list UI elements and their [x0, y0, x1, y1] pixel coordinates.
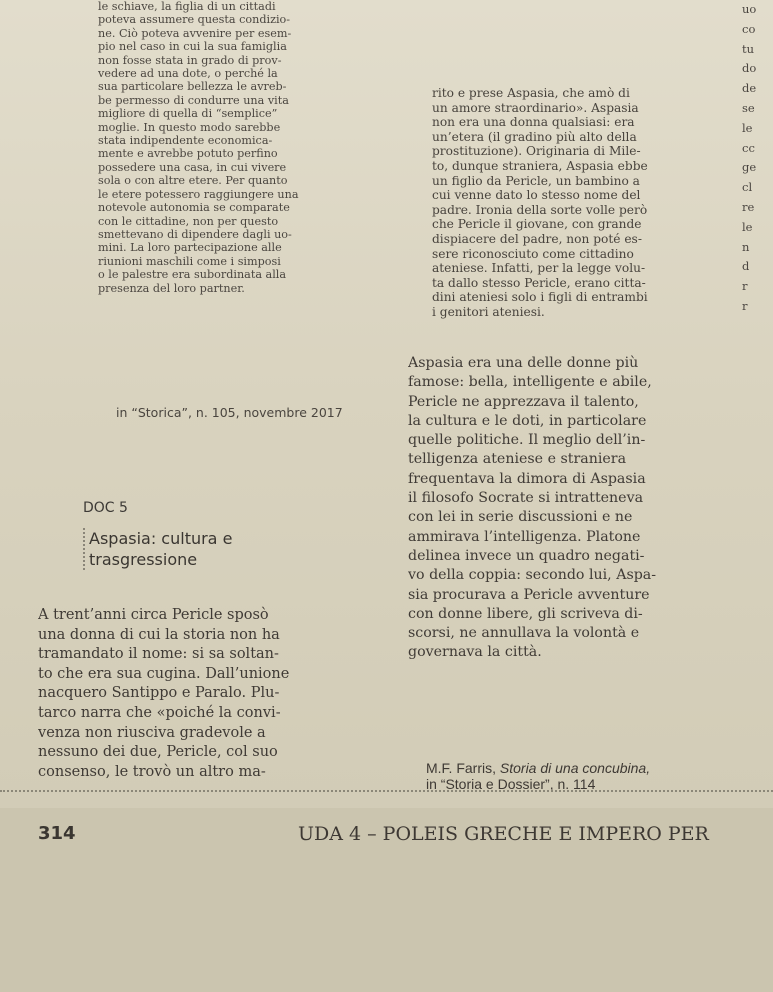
text-line: notevole autonomia se comparate [98, 201, 290, 215]
text-line: un’etera (il gradino più alto della [432, 129, 637, 144]
text-line: i genitori ateniesi. [432, 304, 545, 319]
text-line: migliore di quella di “semplice” [98, 107, 278, 121]
text-line: non era una donna qualsiasi: era [432, 115, 635, 130]
left-column-body-text [38, 606, 416, 782]
middle-column-text [432, 86, 722, 320]
text-fragment: le [742, 219, 753, 234]
text-line: vo della coppia: secondo lui, Aspa- [408, 567, 657, 584]
text-line: padre. Ironia della sorte volle però [432, 202, 648, 217]
text-line: telligenza ateniese e straniera [408, 451, 627, 468]
text-fragment: tu [742, 41, 755, 56]
text-fragment: se [742, 100, 755, 115]
text-line: una donna di cui la storia non ha [38, 626, 280, 643]
text-fragment: re [742, 199, 755, 214]
text-line: moglie. In questo modo sarebbe [98, 120, 281, 134]
text-line: venza non riusciva gradevole a [38, 724, 266, 741]
left-column-top-text [98, 0, 416, 295]
text-line: to che era sua cugina. Dall’unione [38, 665, 290, 682]
text-line: la cultura e le doti, in particolare [408, 412, 647, 429]
text-line: presenza del loro partner. [98, 281, 245, 295]
text-line: consenso, le trovò un altro ma- [38, 763, 266, 780]
text-line: cui venne dato lo stesso nome del [432, 188, 641, 203]
text-line: scorsi, ne annullava la volontà e [408, 625, 640, 642]
text-line: che Pericle il giovane, con grande [432, 217, 642, 232]
middle-column-text-continued [408, 354, 743, 663]
text-line: le etere potessero raggiungere una [98, 187, 299, 201]
text-line: ateniese. Infatti, per la legge volu- [432, 261, 646, 276]
text-line: con le cittadine, non per questo [98, 214, 279, 228]
text-line: con lei in serie discussioni e ne [408, 509, 633, 526]
text-line: Pericle ne apprezzava il talento, [408, 393, 639, 410]
text-line: frequentava la dimora di Aspasia [408, 470, 646, 487]
text-line: tramandato il nome: si sa soltan- [38, 646, 279, 663]
text-line: o le palestre era subordinata alla [98, 268, 287, 282]
text-fragment: co [742, 21, 756, 36]
text-line: le schiave, la figlia di un cittadi [98, 0, 276, 13]
text-fragment: d [742, 259, 750, 274]
source-citation: in “Storica”, n. 105, novembre 2017 [116, 405, 343, 420]
citation-title: Storia di una concubina, [499, 760, 651, 776]
text-line: il filosofo Socrate si intratteneva [408, 490, 644, 507]
text-line: to, dunque straniera, Aspasia ebbe [432, 158, 648, 173]
source-citation-2 [426, 760, 650, 792]
text-line: Aspasia era una delle donne più [408, 355, 639, 371]
text-line: dispiacere del padre, non poté es- [432, 231, 642, 246]
text-line: mini. La loro partecipazione alle [98, 241, 282, 255]
text-line: ta dallo stesso Pericle, erano citta- [432, 275, 646, 290]
dotted-divider [0, 790, 773, 792]
text-line: famose: bella, intelligente e abile, [408, 374, 652, 391]
text-line: ammirava l’intelligenza. Platone [408, 528, 641, 545]
text-line: mente e avrebbe potuto perfino [98, 147, 278, 161]
text-fragment: le [742, 120, 753, 135]
text-line: sia procurava a Pericle avventure [408, 586, 650, 603]
text-line: non fosse stata in grado di prov- [98, 53, 282, 67]
text-line: ne. Ciò poteva avvenire per esem- [98, 26, 292, 40]
text-line: A trent’anni circa Pericle sposò [38, 607, 269, 623]
unit-title: UDA 4 – POLEIS GRECHE E IMPERO PER [298, 823, 709, 845]
document-title [83, 528, 409, 570]
text-fragment: r [742, 279, 748, 294]
text-fragment: r [742, 298, 748, 313]
text-fragment: cl [742, 180, 753, 195]
text-line: possedere una casa, in cui vivere [98, 160, 287, 174]
text-line: poteva assumere questa condizio- [98, 13, 291, 27]
page-footer [0, 808, 773, 992]
text-line: con donne libere, gli scriveva di- [408, 605, 643, 622]
text-fragment: do [742, 61, 757, 76]
text-fragment: cc [742, 140, 755, 155]
text-line: smettevano di dipendere dagli uo- [98, 227, 292, 241]
title-line: trasgressione [89, 550, 198, 569]
text-line: un amore straordinario». Aspasia [432, 100, 639, 115]
text-line: governava la città. [408, 644, 542, 661]
text-line: be permesso di condurre una vita [98, 93, 289, 107]
citation-author: M.F. Farris, [426, 760, 496, 776]
citation-journal: in “Storia e Dossier”, n. 114 [426, 776, 596, 792]
text-line: riunioni maschili come i simposi [98, 254, 281, 268]
text-fragment: uo [742, 2, 757, 16]
text-line: tarco narra che «poiché la convi- [38, 704, 281, 721]
text-line: un figlio da Pericle, un bambino a [432, 173, 640, 188]
text-line: stata indipendente economica- [98, 134, 273, 148]
title-line: Aspasia: cultura e [89, 529, 233, 548]
text-line: vedere ad una dote, o perché la [98, 67, 278, 81]
text-line: sola o con altre etere. Per quanto [98, 174, 288, 188]
page-number: 314 [38, 823, 76, 844]
document-label: DOC 5 [83, 500, 128, 516]
text-line: rito e prese Aspasia, che amò di [432, 86, 630, 100]
text-line: sua particolare bellezza le avreb- [98, 80, 287, 94]
right-column-cut-text [742, 0, 773, 317]
text-fragment: de [742, 81, 757, 96]
text-fragment: n [742, 239, 750, 254]
text-line: nessuno dei due, Pericle, col suo [38, 744, 278, 761]
text-line: dini ateniesi solo i figli di entrambi [432, 290, 648, 305]
text-line: nacquero Santippo e Paralo. Plu- [38, 685, 280, 702]
text-line: sere riconosciuto come cittadino [432, 246, 634, 261]
text-fragment: ge [742, 160, 757, 175]
text-line: delinea invece un quadro negati- [408, 547, 645, 564]
text-line: prostituzione). Originaria di Mile- [432, 144, 641, 159]
text-line: quelle politiche. Il meglio dell’in- [408, 432, 646, 449]
text-line: pio nel caso in cui la sua famiglia [98, 40, 287, 54]
